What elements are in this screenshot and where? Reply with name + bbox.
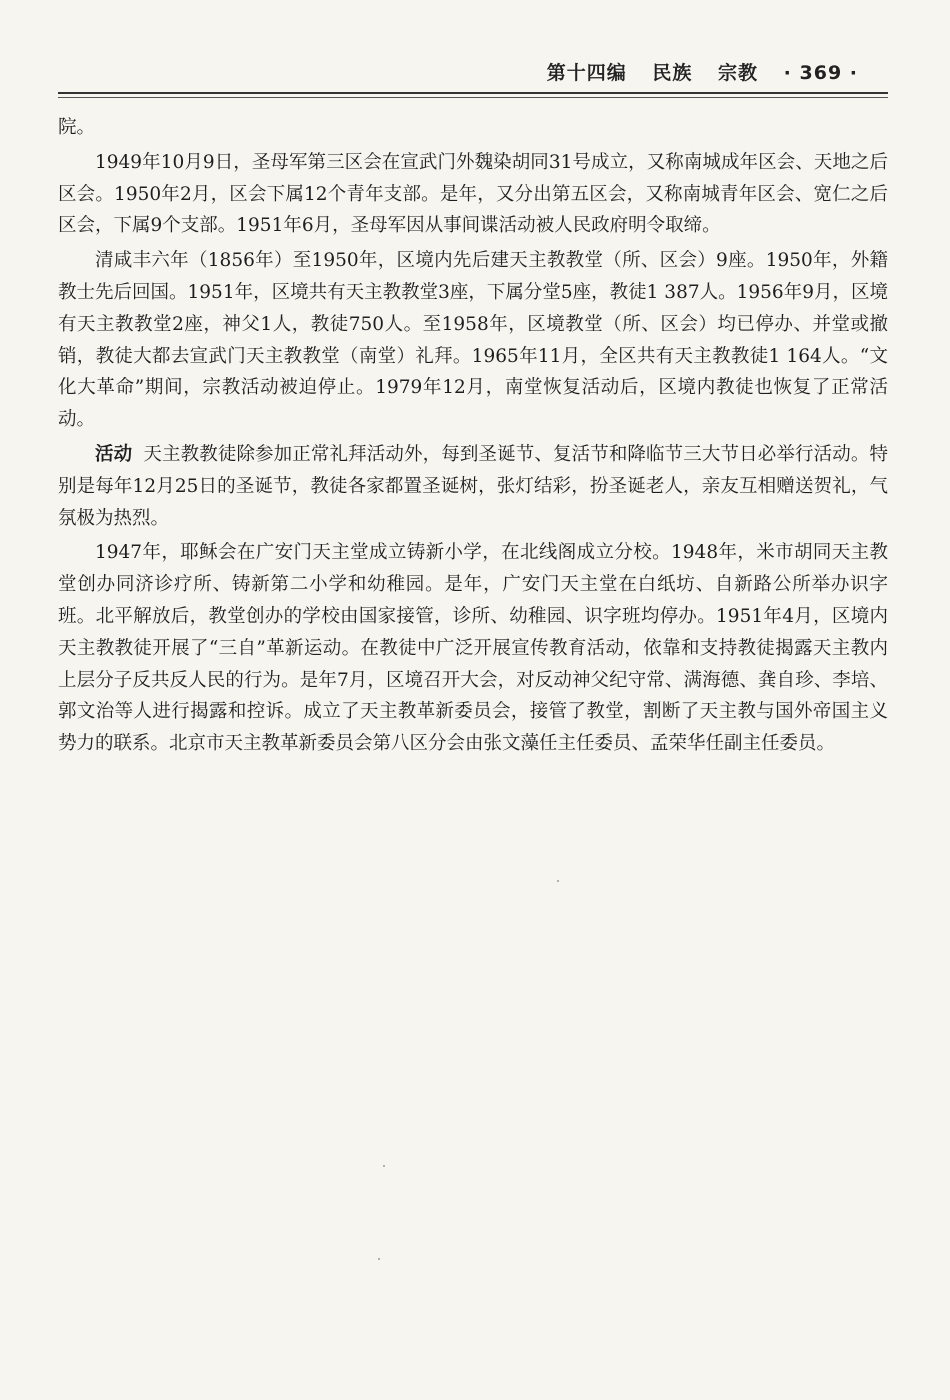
header-chapter: 民族 [652, 62, 693, 84]
paragraph-continuation: 院。 [58, 117, 96, 138]
header-rule-thin [58, 97, 888, 98]
paragraph-legion-of-mary: 1949年10月9日，圣母军第三区会在宣武门外魏染胡同31号成立，又称南城成年区会、天地之后区会。1950年2月，区会下属12个青年支部。是年，又分出第五区会，又称南城青年区会、宽仁之后区会，下属9个支部。1951年6月，圣母军因从事间谍活动被人民政府明令取缔。 [58, 151, 888, 237]
scan-speck [383, 1165, 385, 1167]
paragraph-activities [58, 439, 888, 534]
scan-speck [378, 1258, 380, 1260]
header-rule-thick [58, 92, 888, 94]
activity-text: 天主教教徒除参加正常礼拜活动外，每到圣诞节、复活节和降临节三大节日必举行活动。特别是每年12月25日的圣诞节，教徒各家都置圣诞树，张灯结彩，扮圣诞老人，亲友互相赠送贺礼，气氛极为热烈。 [58, 443, 888, 529]
activity-label: 活动 [95, 443, 133, 465]
page-number: · 369 · [783, 62, 858, 84]
scan-speck [557, 880, 559, 882]
running-header [547, 58, 858, 85]
body-text [58, 112, 888, 763]
header-section: 第十四编 [546, 62, 627, 84]
header-topic: 宗教 [718, 62, 759, 84]
paragraph-schools-and-reform: 1947年，耶稣会在广安门天主堂成立铸新小学，在北线阁成立分校。1948年，米市胡同天主教堂创办同济诊疗所、铸新第二小学和幼稚园。是年，广安门天主堂在白纸坊、自新路公所举办识字班。北平解放后，教堂创办的学校由国家接管，诊所、幼稚园、识字班均停办。1951年4月，区境内天主教教徒开展了“三自”革新运动。在教徒中广泛开展宣传教育活动，依靠和支持教徒揭露天主教内上层分子反共反人民的行为。是年7月，区境召开大会，对反动神父纪守常、满海德、龚自珍、李培、郭文治等人进行揭露和控诉。成立了天主教革新委员会，接管了教堂，割断了天主教与国外帝国主义势力的联系。北京市天主教革新委员会第八区分会由张文藻任主任委员、孟荣华任副主任委员。 [58, 542, 888, 755]
paragraph-church-history: 清咸丰六年（1856年）至1950年，区境内先后建天主教教堂（所、区会）9座。1950年，外籍教士先后回国。1951年，区境共有天主教教堂3座，下属分堂5座，教徒1 387人。1956年9月，区境有天主教教堂2座，神父1人，教徒750人。至1958年，区境教堂（所、区会）均已停办、并堂或撤销，教徒大都去宣武门天主教教堂（南堂）礼拜。1965年11月，全区共有天主教教徒1 164人。“文化大革命”期间，宗教活动被迫停止。1979年12月，南堂恢复活动后，区境内教徒也恢复了正常活动。 [58, 250, 888, 431]
